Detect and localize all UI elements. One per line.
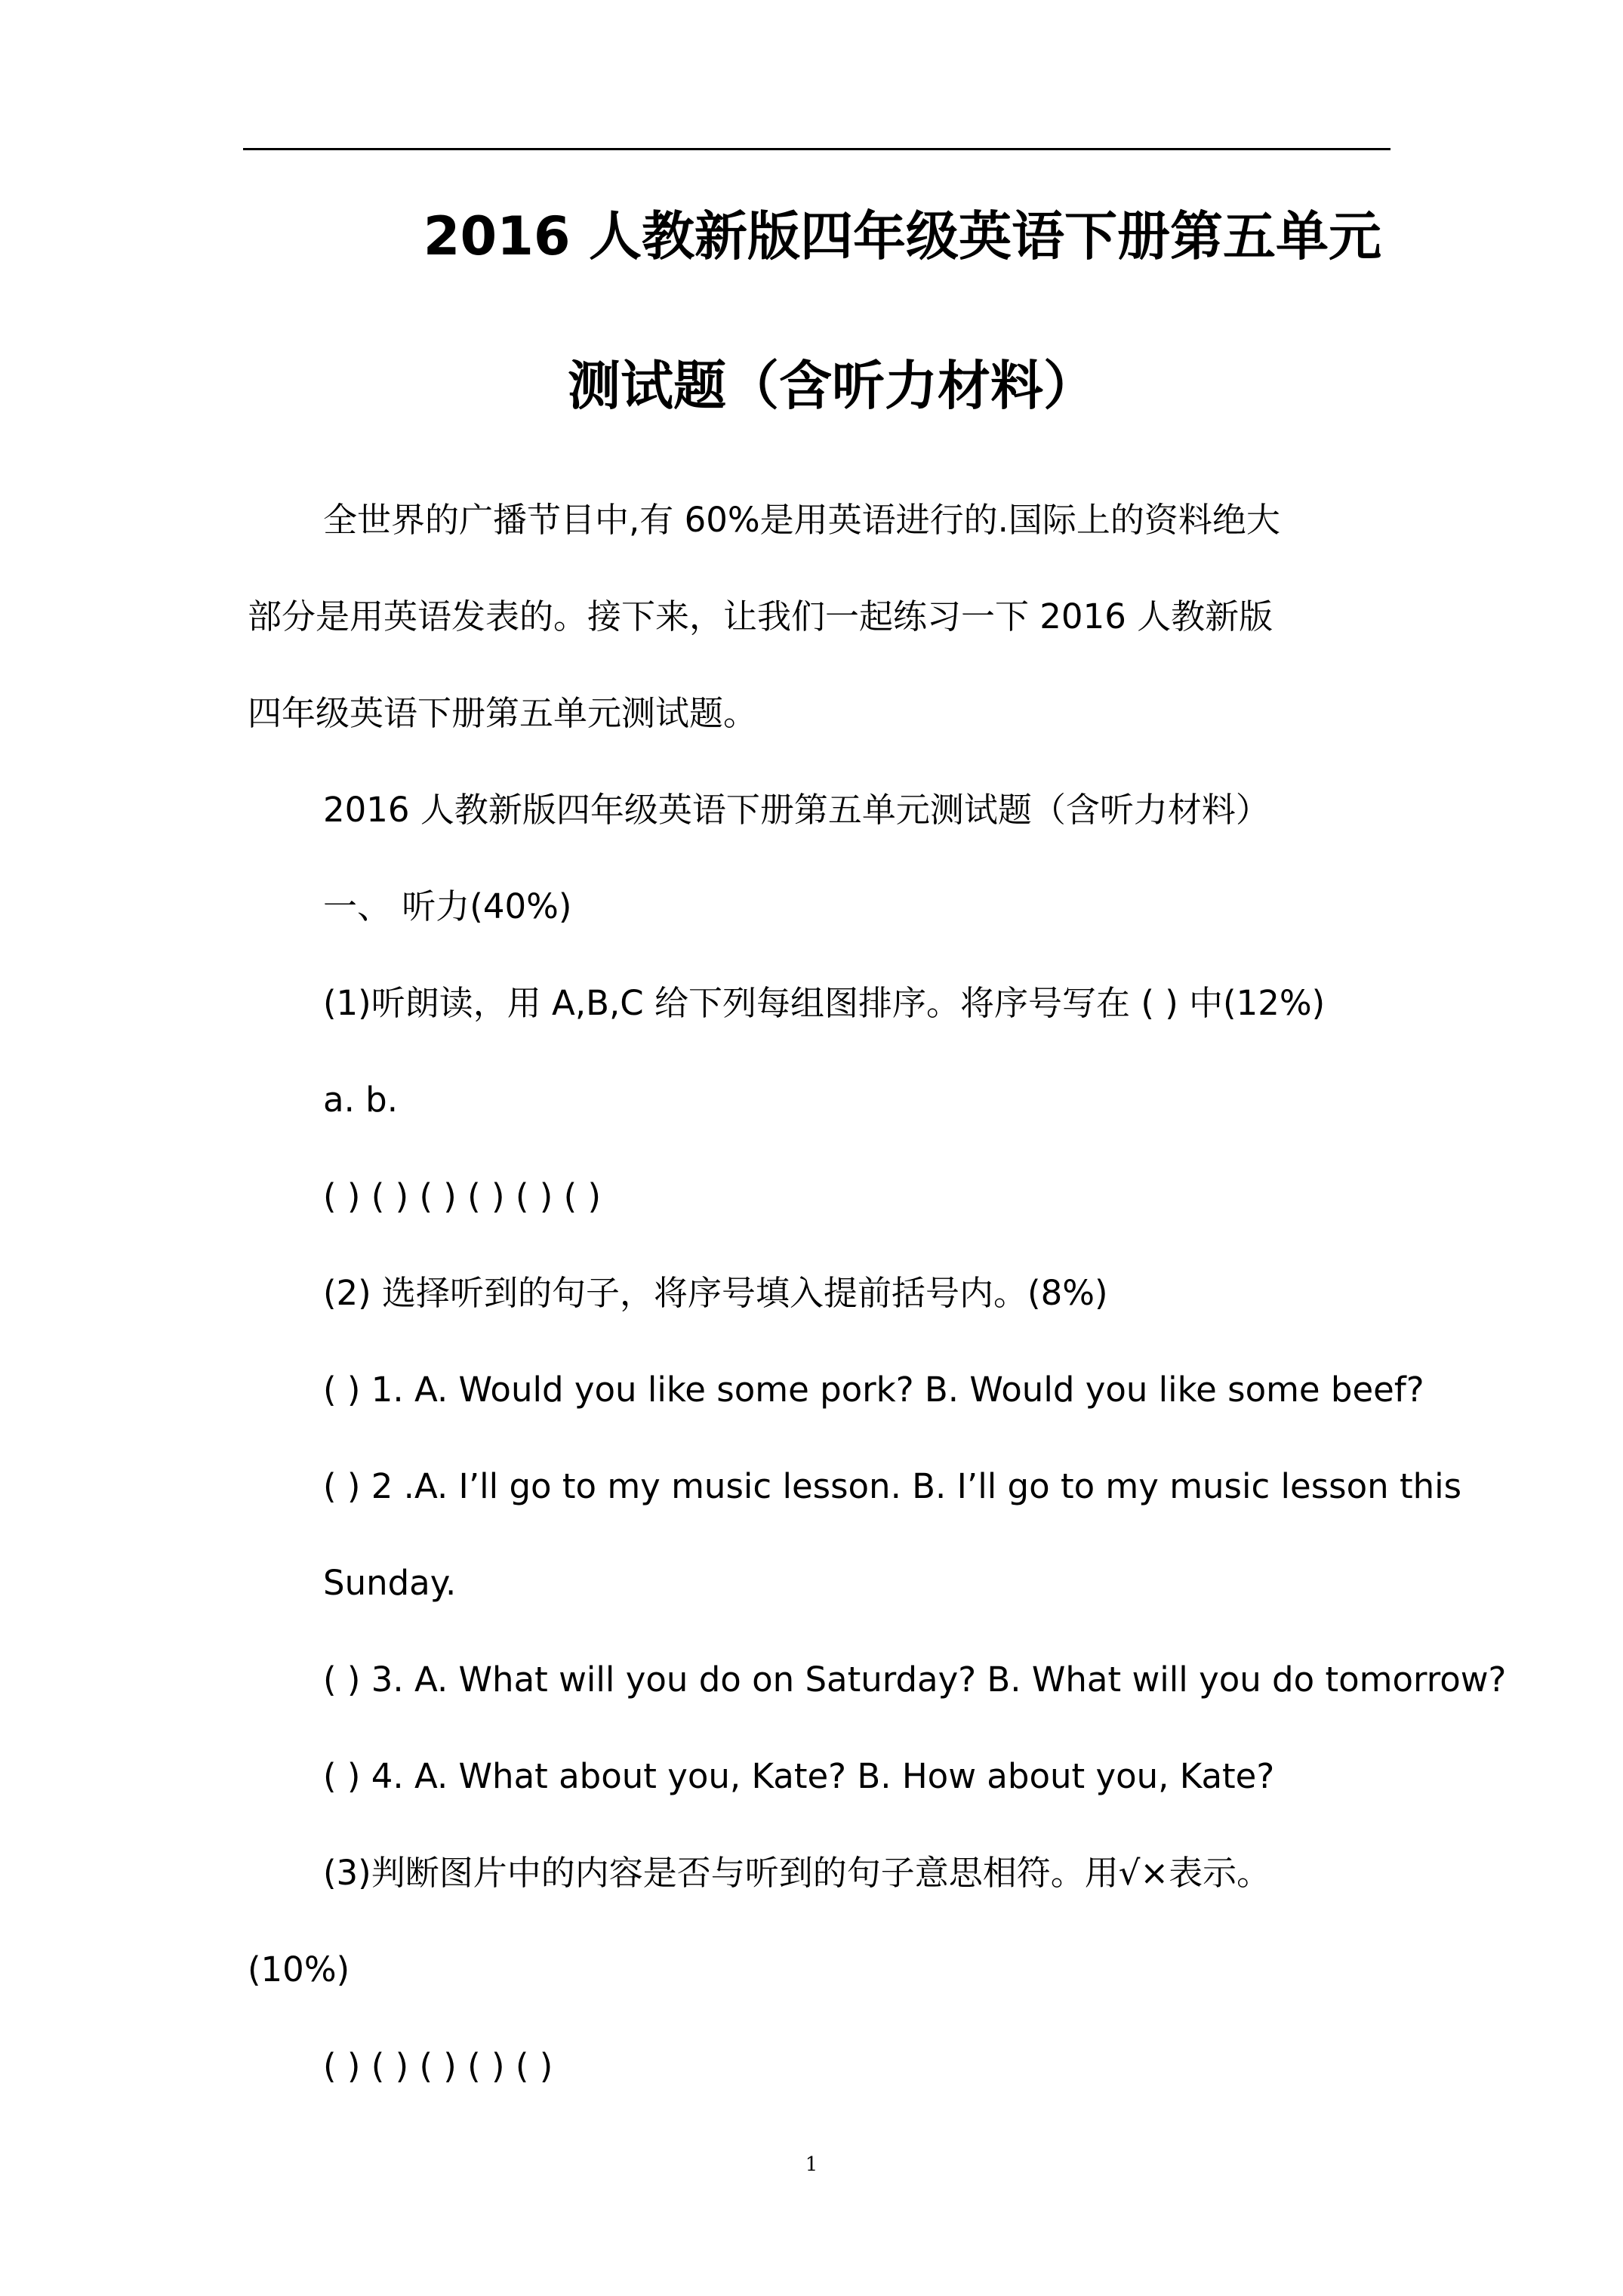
part2-item: ( ) 3. A. What will you do on Saturday? B. What will you do tomorrow? xyxy=(323,1660,1507,1700)
page-number: 1 xyxy=(805,2153,818,2176)
intro-line-3: 四年级英语下册第五单元测试题。 xyxy=(248,693,758,733)
section-heading: 一、 听力(40%) xyxy=(323,886,572,926)
part2-instruction: (2) 选择听到的句子，将序号填入提前括号内。(8%) xyxy=(323,1273,1108,1313)
title-line-1: 2016 人教新版四年级英语下册第五单元 xyxy=(423,205,1381,267)
part2-item: ( ) 1. A. Would you like some pork? B. Would you like some beef? xyxy=(323,1370,1424,1410)
part3-instruction: (3)判断图片中的内容是否与听到的句子意思相符。用√×表示。 xyxy=(323,1853,1271,1893)
intro-line-2: 部分是用英语发表的。接下来，让我们一起练习一下 2016 人教新版 xyxy=(248,596,1273,636)
part3-instruction-cont: (10%) xyxy=(248,1949,350,1989)
intro-line-1: 全世界的广播节目中,有 60%是用英语进行的.国际上的资料绝大 xyxy=(323,500,1280,540)
part1-blanks: ( ) ( ) ( ) ( ) ( ) ( ) xyxy=(323,1176,602,1216)
subtitle: 2016 人教新版四年级英语下册第五单元测试题（含听力材料） xyxy=(323,790,1270,830)
title-line-2: 测试题（含听力材料） xyxy=(568,355,1096,417)
part2-item: ( ) 2 .A. I’ll go to my music lesson. B. I’ll go to my music lesson this xyxy=(323,1466,1462,1506)
part2-item: ( ) 4. A. What about you, Kate? B. How about you, Kate? xyxy=(323,1756,1275,1796)
part1-instruction: (1)听朗读，用 A,B,C 给下列每组图排序。将序号写在 ( ) 中(12%) xyxy=(323,983,1326,1023)
part1-labels: a. b. xyxy=(323,1080,399,1120)
part3-blanks: ( ) ( ) ( ) ( ) ( ) xyxy=(323,2046,553,2086)
part2-item-continuation: Sunday. xyxy=(323,1563,457,1603)
header-rule xyxy=(243,148,1390,150)
